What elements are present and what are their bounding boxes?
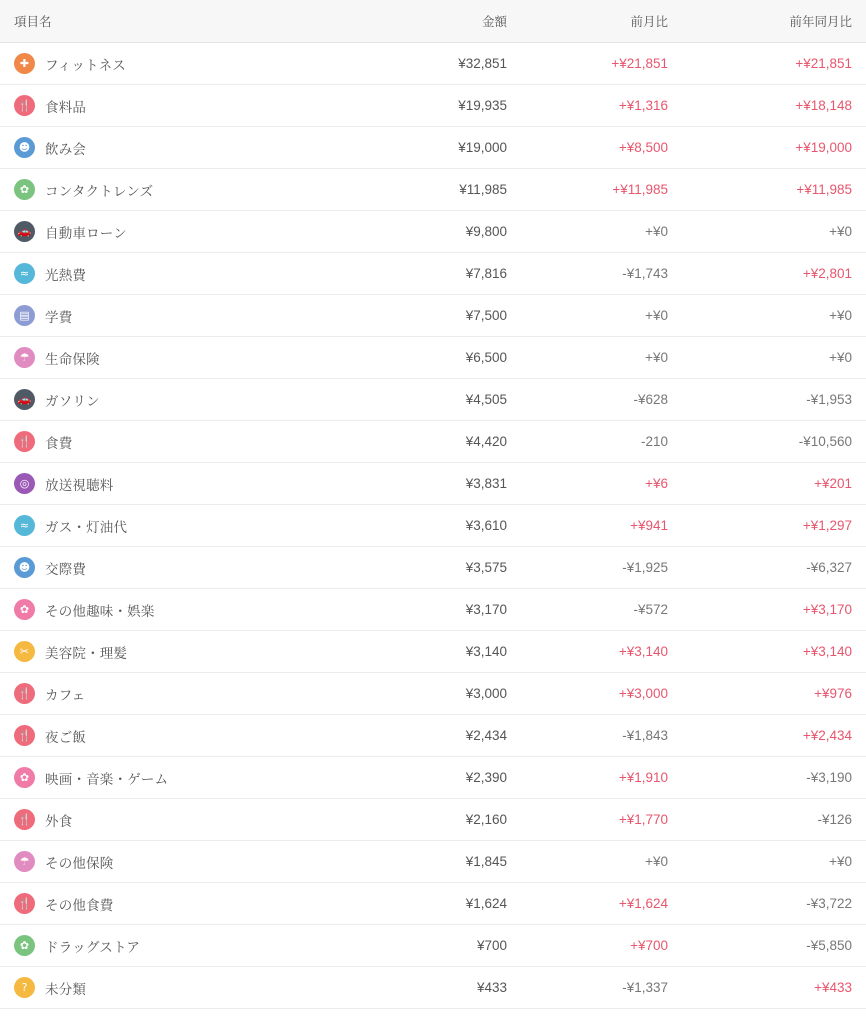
cell-amount: ¥4,505 [288, 379, 521, 421]
cell-category-name[interactable] [0, 673, 288, 715]
cell-year-over-year: +¥0 [682, 211, 866, 253]
cell-month-over-month: +¥11,985 [521, 169, 682, 211]
cell-year-over-year: +¥18,148 [682, 85, 866, 127]
cell-month-over-month: +¥1,624 [521, 883, 682, 925]
cell-category-name[interactable] [0, 127, 288, 169]
cell-month-over-month: +¥0 [521, 295, 682, 337]
category-label: その他保険 [45, 855, 114, 871]
table-row[interactable] [0, 127, 866, 169]
cell-amount: ¥3,610 [288, 505, 521, 547]
column-header-amount[interactable]: 金額 [288, 0, 521, 43]
table-row[interactable] [0, 631, 866, 673]
cell-category-name[interactable] [0, 799, 288, 841]
column-header-name[interactable]: 項目名 [0, 0, 288, 43]
table-row[interactable] [0, 589, 866, 631]
cell-year-over-year: +¥2,801 [682, 253, 866, 295]
cell-month-over-month: +¥700 [521, 925, 682, 967]
category-label: フィットネス [45, 57, 126, 73]
cell-category-name[interactable] [0, 43, 288, 85]
cell-category-name[interactable] [0, 883, 288, 925]
cell-amount: ¥6,500 [288, 337, 521, 379]
cell-amount: ¥7,500 [288, 295, 521, 337]
cell-year-over-year: -¥126 [682, 799, 866, 841]
cell-category-name[interactable] [0, 463, 288, 505]
cell-category-name[interactable] [0, 925, 288, 967]
table-header-row [0, 0, 866, 43]
cell-year-over-year: +¥0 [682, 337, 866, 379]
cell-month-over-month: -¥1,743 [521, 253, 682, 295]
hobby-entertainment-icon: ✿ [14, 599, 35, 620]
cell-month-over-month: +¥1,910 [521, 757, 682, 799]
cell-amount: ¥3,170 [288, 589, 521, 631]
cell-year-over-year: +¥976 [682, 673, 866, 715]
table-row[interactable] [0, 547, 866, 589]
cell-month-over-month: +¥1,770 [521, 799, 682, 841]
cell-month-over-month: +¥0 [521, 841, 682, 883]
category-label: 食料品 [45, 99, 87, 115]
cell-amount: ¥2,434 [288, 715, 521, 757]
table-row[interactable] [0, 715, 866, 757]
cell-month-over-month: +¥941 [521, 505, 682, 547]
cell-amount: ¥2,390 [288, 757, 521, 799]
contact-lens-icon: ✿ [14, 179, 35, 200]
cell-category-name[interactable] [0, 295, 288, 337]
cell-month-over-month: +¥0 [521, 211, 682, 253]
category-label: その他趣味・娯楽 [45, 603, 155, 619]
cell-year-over-year: -¥10,560 [682, 421, 866, 463]
table-row[interactable] [0, 883, 866, 925]
movie-music-game-icon: ✿ [14, 767, 35, 788]
cell-category-name[interactable] [0, 715, 288, 757]
table-row[interactable] [0, 337, 866, 379]
category-label: 映画・音楽・ゲーム [45, 771, 169, 787]
table-row[interactable] [0, 253, 866, 295]
table-row[interactable] [0, 295, 866, 337]
cell-year-over-year: +¥433 [682, 967, 866, 1009]
cell-year-over-year: +¥3,170 [682, 589, 866, 631]
tuition-icon: ▤ [14, 305, 35, 326]
category-label: 交際費 [45, 561, 87, 577]
category-label: 食費 [45, 435, 73, 451]
cell-amount: ¥3,575 [288, 547, 521, 589]
cell-year-over-year: +¥21,851 [682, 43, 866, 85]
drinking-party-icon: ☻ [14, 137, 35, 158]
cell-month-over-month: -¥628 [521, 379, 682, 421]
cell-year-over-year: +¥0 [682, 295, 866, 337]
cell-category-name[interactable] [0, 547, 288, 589]
table-row[interactable] [0, 211, 866, 253]
category-label: 飲み会 [45, 141, 87, 157]
cell-amount: ¥7,816 [288, 253, 521, 295]
cell-category-name[interactable] [0, 631, 288, 673]
other-insurance-icon: ☂ [14, 851, 35, 872]
gasoline-icon: 🚗 [14, 389, 35, 410]
cell-amount: ¥3,140 [288, 631, 521, 673]
food-expense-icon: 🍴 [14, 431, 35, 452]
category-label: コンタクトレンズ [45, 183, 154, 199]
category-label: 美容院・理髪 [45, 645, 128, 661]
drugstore-icon: ✿ [14, 935, 35, 956]
cell-amount: ¥4,420 [288, 421, 521, 463]
cell-category-name[interactable] [0, 505, 288, 547]
category-label: 生命保険 [45, 351, 100, 367]
cell-month-over-month: +¥6 [521, 463, 682, 505]
cell-month-over-month: +¥3,000 [521, 673, 682, 715]
category-label: ガソリン [45, 393, 100, 409]
cell-amount: ¥700 [288, 925, 521, 967]
table-row[interactable] [0, 85, 866, 127]
cell-category-name[interactable] [0, 589, 288, 631]
category-label: 放送視聴料 [45, 477, 114, 493]
cell-category-name[interactable] [0, 337, 288, 379]
cell-month-over-month: +¥8,500 [521, 127, 682, 169]
table-row[interactable] [0, 799, 866, 841]
cell-amount: ¥3,831 [288, 463, 521, 505]
cell-month-over-month: -¥572 [521, 589, 682, 631]
dinner-icon: 🍴 [14, 725, 35, 746]
cell-year-over-year: +¥3,140 [682, 631, 866, 673]
cell-amount: ¥1,624 [288, 883, 521, 925]
category-label: 夜ご飯 [45, 729, 87, 745]
cell-year-over-year: +¥1,297 [682, 505, 866, 547]
cell-category-name[interactable] [0, 967, 288, 1009]
cell-month-over-month: +¥21,851 [521, 43, 682, 85]
eating-out-icon: 🍴 [14, 809, 35, 830]
cell-year-over-year: +¥11,985 [682, 169, 866, 211]
table-row[interactable] [0, 673, 866, 715]
category-label: カフェ [45, 687, 86, 703]
food-icon: 🍴 [14, 95, 35, 116]
table-row[interactable] [0, 967, 866, 1009]
cell-amount: ¥9,800 [288, 211, 521, 253]
category-label: ガス・灯油代 [45, 519, 128, 535]
cell-year-over-year: +¥0 [682, 841, 866, 883]
cell-year-over-year: -¥6,327 [682, 547, 866, 589]
table-body [0, 43, 866, 1009]
table-row[interactable] [0, 421, 866, 463]
cell-year-over-year: +¥2,434 [682, 715, 866, 757]
category-label: その他食費 [45, 897, 114, 913]
category-label: 自動車ローン [45, 225, 127, 241]
cell-category-name[interactable] [0, 379, 288, 421]
cell-month-over-month: +¥3,140 [521, 631, 682, 673]
category-label: 外食 [45, 813, 73, 829]
table-row[interactable] [0, 757, 866, 799]
cell-category-name[interactable] [0, 421, 288, 463]
cell-year-over-year: -¥5,850 [682, 925, 866, 967]
cell-category-name[interactable] [0, 211, 288, 253]
salon-haircut-icon: ✂ [14, 641, 35, 662]
category-label: ドラッグストア [45, 939, 141, 955]
cell-year-over-year: +¥19,000 [682, 127, 866, 169]
life-insurance-icon: ☂ [14, 347, 35, 368]
cell-category-name[interactable] [0, 841, 288, 883]
cell-amount: ¥3,000 [288, 673, 521, 715]
table-row[interactable] [0, 841, 866, 883]
category-label: 学費 [45, 309, 73, 325]
table-row[interactable] [0, 379, 866, 421]
column-header-month-over-month[interactable]: 前月比 [521, 0, 682, 43]
cell-year-over-year: -¥1,953 [682, 379, 866, 421]
table-row[interactable] [0, 169, 866, 211]
table-row[interactable] [0, 43, 866, 85]
cell-category-name[interactable] [0, 169, 288, 211]
car-loan-icon: 🚗 [14, 221, 35, 242]
cell-amount: ¥19,935 [288, 85, 521, 127]
cell-amount: ¥11,985 [288, 169, 521, 211]
cell-year-over-year: -¥3,722 [682, 883, 866, 925]
cell-category-name[interactable] [0, 85, 288, 127]
cell-amount: ¥32,851 [288, 43, 521, 85]
gas-kerosene-icon: ≈ [14, 515, 35, 536]
cell-month-over-month: -¥1,843 [521, 715, 682, 757]
table-row[interactable] [0, 505, 866, 547]
cell-category-name[interactable] [0, 757, 288, 799]
broadcast-fee-icon: ◎ [14, 473, 35, 494]
socializing-icon: ☻ [14, 557, 35, 578]
table-row[interactable] [0, 925, 866, 967]
category-label: 光熱費 [45, 267, 87, 283]
cell-month-over-month: -¥1,337 [521, 967, 682, 1009]
cell-month-over-month: +¥0 [521, 337, 682, 379]
other-food-expense-icon: 🍴 [14, 893, 35, 914]
cell-month-over-month: -¥1,925 [521, 547, 682, 589]
cell-amount: ¥2,160 [288, 799, 521, 841]
table-row[interactable] [0, 463, 866, 505]
cafe-icon: 🍴 [14, 683, 35, 704]
cell-month-over-month: -210 [521, 421, 682, 463]
uncategorized-icon: ? [14, 977, 35, 998]
cell-year-over-year: -¥3,190 [682, 757, 866, 799]
cell-amount: ¥19,000 [288, 127, 521, 169]
cell-category-name[interactable] [0, 253, 288, 295]
fitness-icon: ✚ [14, 53, 35, 74]
cell-year-over-year: +¥201 [682, 463, 866, 505]
category-label: 未分類 [45, 981, 87, 997]
cell-amount: ¥1,845 [288, 841, 521, 883]
column-header-year-over-year[interactable]: 前年同月比 [682, 0, 866, 43]
utilities-icon: ≈ [14, 263, 35, 284]
cell-month-over-month: +¥1,316 [521, 85, 682, 127]
cell-amount: ¥433 [288, 967, 521, 1009]
table-header [0, 0, 866, 43]
